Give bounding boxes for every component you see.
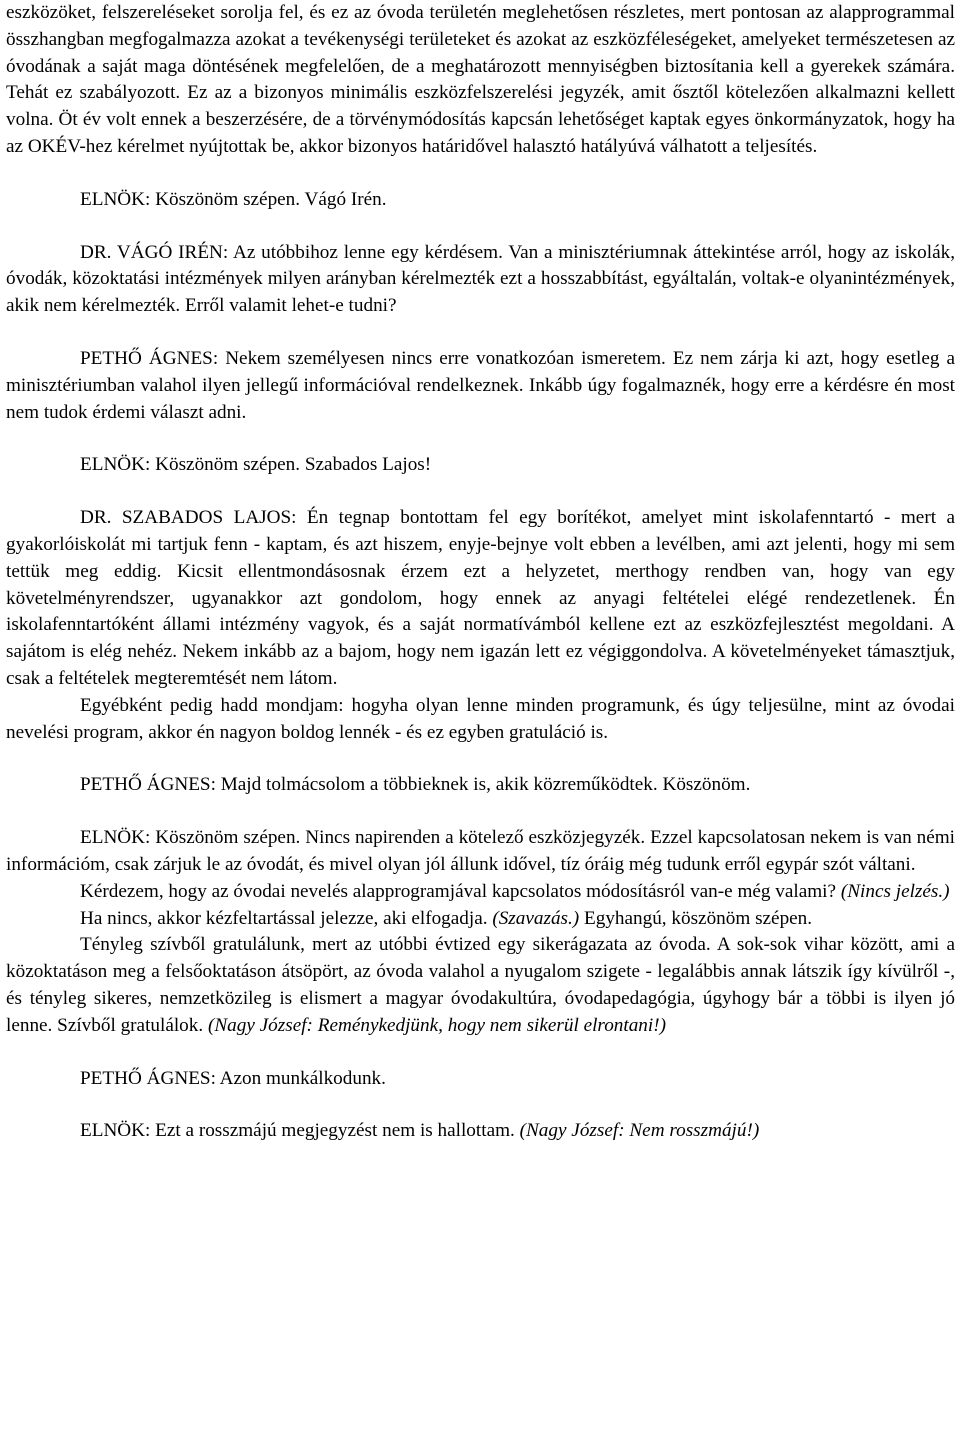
paragraph-chair-congrats	[6, 932, 955, 1039]
text-run: eszközöket, felszereléseket sorolja fel, és ez az óvoda területén meglehetősen részletes, mert pontosan az alapprogrammal összhangban megfogalmazza azokat a tevékenységi területeket és azokat az eszközféleségeket, amelyeket természetesen az óvodának a saját maga döntésének megfelelően, de a meghatározott mennyiségben biztosítania kell a gyerekek számára. Tehát ez szabályozott. Ez az a bizonyos minimális eszközfelszerelési jegyzék, amit ősztől kötelezően alkalmazni kellett volna. Öt év volt ennek a beszerzésére, de a törvénymódosítás kapcsán lehetőséget kaptak egyes önkormányzatok, hogy ha az OKÉV-hez kérelmet nyújtottak be, akkor bizonyos határidővel halasztó hatályúvá válhatott a teljesítés.	[6, 2, 955, 157]
text-run: DR. SZABADOS LAJOS: Én tegnap bontottam fel egy borítékot, amelyet mint iskolafenntartó - mert a gyakorlóiskolát mi tartjuk fenn - kaptam, és azt hiszem, enyje-bejnye volt ebben a levélben, ami azt jelenti, hogy mi sem tettük meg eddig. Kicsit ellentmondásosnak érzem ezt a helyzetet, merthogy rendben van, hogy van egy követelményrendszer, ugyanakkor azt gondolom, hogy ennek az anyagi feltételei elégé rendezetlenek. Én iskolafenntartóként állami intézmény vagyok, és a saját normatívámból kellene ezt az eszközfejlesztést megoldani. A sajátom is elég nehéz. Nekem inkább az a bajom, hogy nem igazán lett ez végiggondolva. A követelményeket támasztjuk, csak a feltételek megteremtését nem látom.	[6, 507, 955, 689]
stage-direction: (Nagy József: Nem rosszmájú!)	[519, 1120, 760, 1142]
text-run: Kérdezem, hogy az óvodai nevelés alapprogramjával kapcsolatos módosításról van-e még valami?	[80, 880, 841, 902]
text-run: ELNÖK: Köszönöm szépen. Vágó Irén.	[80, 188, 387, 210]
text-run: ELNÖK: Köszönöm szépen. Szabados Lajos!	[80, 454, 432, 476]
text-run: PETHŐ ÁGNES: Majd tolmácsolom a többieknek is, akik közreműködtek. Köszönöm.	[80, 774, 751, 796]
stage-direction: (Nincs jelzés.)	[840, 880, 950, 902]
text-run: ELNÖK: Ezt a rosszmájú megjegyzést nem is hallottam.	[80, 1120, 520, 1142]
stage-direction: (Szavazás.)	[492, 907, 580, 929]
text-run: Tényleg szívből gratulálunk, mert az utóbbi évtized egy sikerágazata az óvoda. A sok-sok vihar között, ami a közoktatáson meg a felsőoktatáson átsöpört, az óvoda valahol a nyugalom szigete - legalábbis annak látszik így kívülről -, és tényleg sikeres, nemzetközileg is elismert a magyar óvodakultúra, óvodapedagógia, úgyhogy bár a többi is ilyen jó lenne. Szívből gratulálok.	[6, 934, 955, 1036]
paragraph-vago-question	[6, 240, 955, 320]
stage-direction: (Nagy József: Reménykedjünk, hogy nem sikerül elrontani!)	[207, 1014, 667, 1036]
text-run: DR. VÁGÓ IRÉN: Az utóbbihoz lenne egy kérdésem. Van a minisztériumnak áttekintése arról, hogy az iskolák, óvodák, közoktatási intézmények milyen arányban kérelmezték ezt a hosszabbítást, egyáltalán, voltak-e olyanintézmények, akik nem kérelmezték. Erről valamit lehet-e tudni?	[6, 241, 955, 317]
text-run: ELNÖK: Köszönöm szépen. Nincs napirenden a kötelező eszközjegyzék. Ezzel kapcsolatosan nekem is van némi információm, csak zárjuk le az óvodát, és mivel olyan jól állunk idővel, tíz óráig még tudunk erről egypár szót váltani.	[6, 827, 955, 875]
paragraph-equipment-list	[6, 0, 955, 161]
paragraph-chair-question	[6, 879, 955, 906]
paragraph-szabados-remark	[6, 505, 955, 693]
text-run: PETHŐ ÁGNES: Nekem személyesen nincs erre vonatkozóan ismeretem. Ez nem zárja ki azt, hogy esetleg a minisztériumban valahol ilyen jellegű információval rendelkeznek. Inkább úgy fogalmaznék, hogy erre a kérdésre én most nem tudok érdemi választ adni.	[6, 347, 955, 423]
paragraph-chair-thanks-szabados	[6, 452, 955, 479]
text-run: Egyhangú, köszönöm szépen.	[579, 907, 813, 929]
text-run: PETHŐ ÁGNES: Azon munkálkodunk.	[80, 1067, 386, 1089]
text-run: Egyébként pedig hadd mondjam: hogyha olyan lenne minden programunk, és úgy teljesülne, mint az óvodai nevelési program, akkor én nagyon boldog lennék - és ez egyben gratuláció is.	[6, 694, 955, 743]
paragraph-chair-thanks-vago	[6, 187, 955, 214]
paragraph-petho-thanks	[6, 772, 955, 799]
paragraph-szabados-congrats	[6, 693, 955, 747]
paragraph-petho-answer	[6, 346, 955, 426]
paragraph-chair-equipment	[6, 825, 955, 879]
text-run: Ha nincs, akkor kézfeltartással jelezze, aki elfogadja.	[80, 907, 493, 929]
paragraph-petho-work	[6, 1066, 955, 1093]
paragraph-chair-vote	[6, 906, 955, 933]
paragraph-chair-final	[6, 1118, 955, 1145]
